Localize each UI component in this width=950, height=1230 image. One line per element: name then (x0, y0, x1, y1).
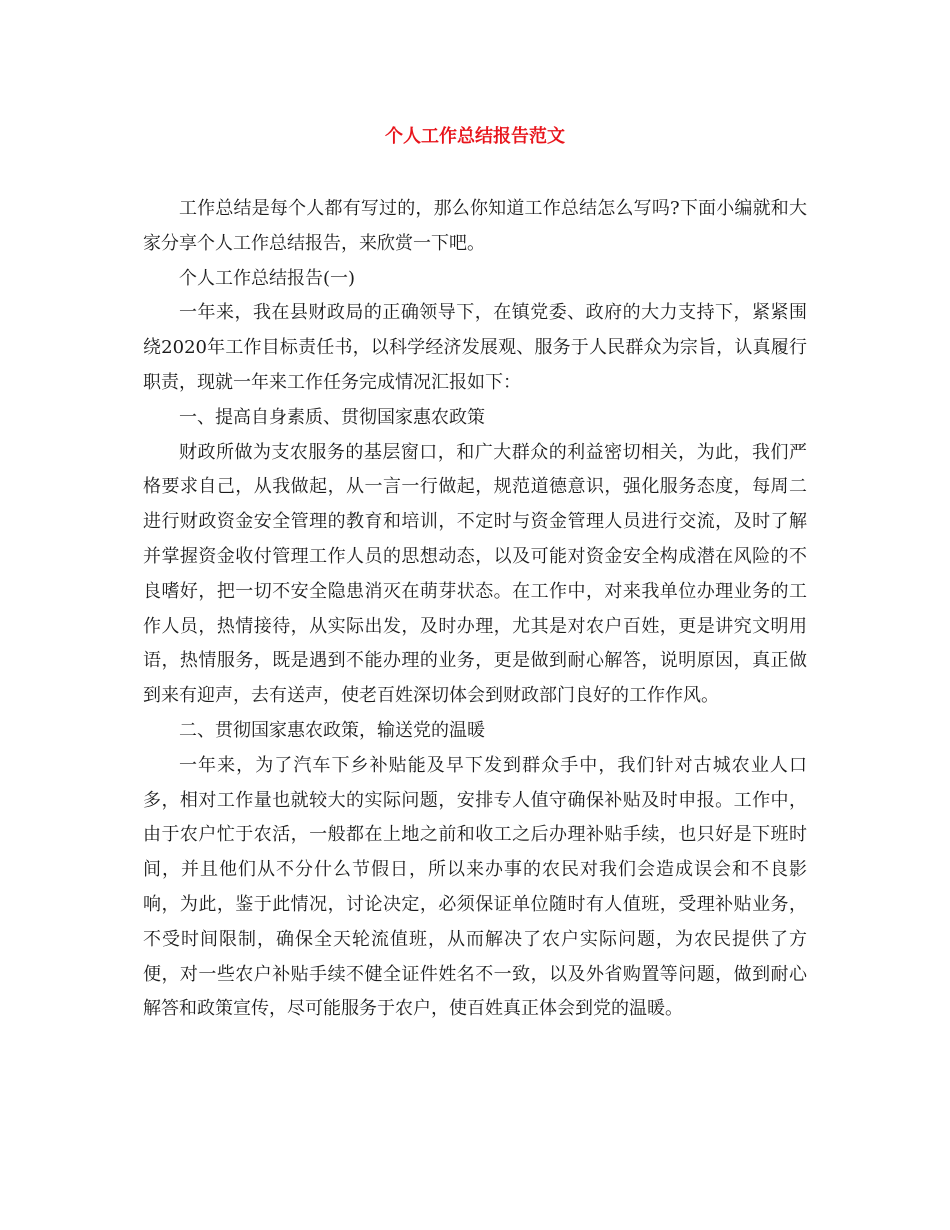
overview-paragraph: 一年来，我在县财政局的正确领导下，在镇党委、政府的大力支持下，紧紧围绕2020年工作目标责任书，以科学经济发展观、服务于人民群众为宗旨，认真履行职责，现就一年来工作任务完成情况汇报如下： (143, 302, 807, 393)
section-one-paragraph: 财政所做为支农服务的基层窗口，和广大群众的利益密切相关，为此，我们严格要求自己，从我做起，从一言一行做起，规范道德意识，强化服务态度，每周二进行财政资金安全管理的教育和培训，不定时与资金管理人员进行交流，及时了解并掌握资金收付管理工作人员的思想动态，以及可能对资金安全构成潜在风险的不良嗜好，把一切不安全隐患消灭在萌芽状态。在工作中，对来我单位办理业务的工作人员，热情接待，从实际出发，及时办理，尤其是对农户百姓，更是讲究文明用语，热情服务，既是遇到不能办理的业务，更是做到耐心解答，说明原因，真正做到来有迎声，去有送声，使老百姓深切体会到财政部门良好的工作作风。 (143, 441, 807, 707)
section-heading-two: 二、贯彻国家惠农政策，输送党的温暖 (179, 719, 485, 741)
section-heading-one: 一、提高自身素质、贯彻国家惠农政策 (179, 406, 485, 428)
document-body (143, 192, 807, 1027)
document-title: 个人工作总结报告范文 (385, 126, 565, 147)
intro-paragraph: 工作总结是每个人都有写过的，那么你知道工作总结怎么写吗?下面小编就和大家分享个人工作总结报告，来欣赏一下吧。 (143, 198, 807, 254)
section-heading-report-one: 个人工作总结报告(一) (179, 267, 356, 289)
section-two-paragraph: 一年来，为了汽车下乡补贴能及早下发到群众手中，我们针对古城农业人口多，相对工作量也就较大的实际问题，安排专人值守确保补贴及时申报。工作中，由于农户忙于农活，一般都在上地之前和收工之后办理补贴手续，也只好是下班时间，并且他们从不分什么节假日，所以来办事的农民对我们会造成误会和不良影响，为此，鉴于此情况，讨论决定，必须保证单位随时有人值班，受理补贴业务，不受时间限制，确保全天轮流值班，从而解决了农户实际问题，为农民提供了方便，对一些农户补贴手续不健全证件姓名不一致，以及外省购置等问题，做到耐心解答和政策宣传，尽可能服务于农户，使百姓真正体会到党的温暖。 (143, 754, 807, 1020)
